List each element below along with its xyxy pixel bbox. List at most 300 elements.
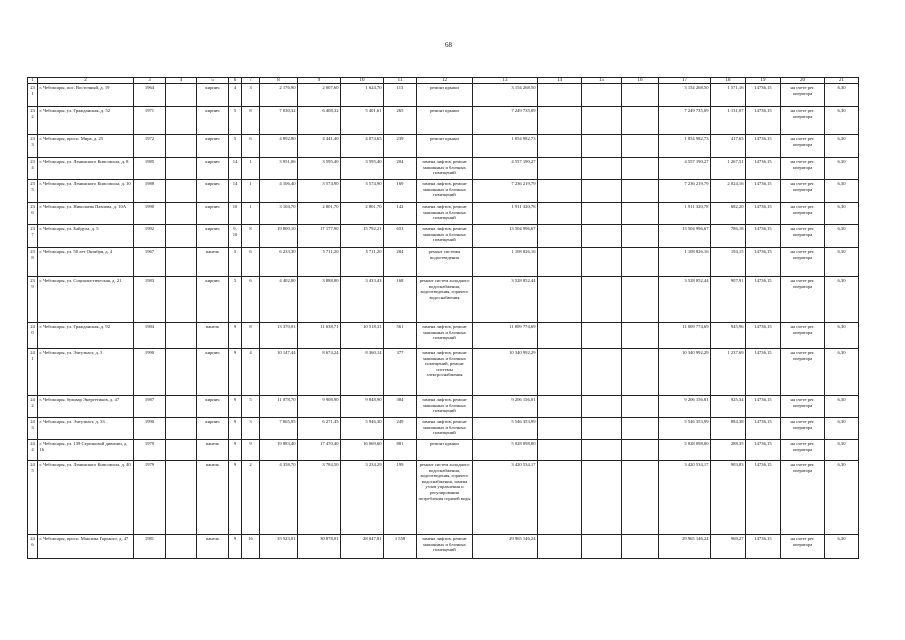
cell-cost-col-15 (582, 248, 622, 277)
cell-entrances: 3 (242, 84, 260, 107)
cell-funding-method: на счете рег. оператора (781, 84, 825, 107)
cell-row-number: 236 (28, 203, 38, 225)
cell-wall-material: кирпич (197, 277, 229, 323)
cell-row-number: 246 (28, 535, 38, 559)
cell-premises-area: 17 177,90 (298, 225, 341, 248)
table-row (28, 418, 859, 440)
cell-year-built: 1990 (134, 203, 166, 225)
cell-max-unit-cost: 14736,15 (746, 107, 781, 135)
cell-work-type: ремонт крыши (417, 440, 473, 461)
cell-wall-material: кирпич (197, 84, 229, 107)
cell-work-type: замена лифтов, ремонт машинных и блочных помещений (417, 323, 473, 349)
cell-total-area: 3 951,06 (260, 158, 298, 180)
cell-deadline: 6,30 (825, 277, 859, 323)
cell-total-area: 4 892,80 (260, 135, 298, 158)
cell-address: г. Чебоксары, ул. Гражданская, д. 52 (38, 107, 134, 135)
cell-owners-funds: 11 009 774,69 (659, 323, 711, 349)
cell-entrances: 16 (242, 535, 260, 559)
cell-cost-col-16 (622, 323, 659, 349)
cell-year-renovated (166, 225, 197, 248)
cell-unit-cost: 288,35 (711, 440, 746, 461)
cell-total-cost: 1 854 982,73 (473, 135, 538, 158)
cell-residential-area: 8 360,14 (341, 349, 384, 396)
cell-residential-area: 5 401,61 (341, 107, 384, 135)
cell-year-renovated (166, 323, 197, 349)
cell-owners-funds: 7 236 219,79 (659, 180, 711, 203)
cell-floors: 5 (229, 277, 242, 323)
cell-cost-col-14 (538, 396, 582, 418)
cell-row-number: 243 (28, 418, 38, 440)
cell-funding-method: на счете рег. оператора (781, 535, 825, 559)
cell-total-cost: 7 249 735,09 (473, 107, 538, 135)
capital-repair-table (27, 77, 859, 559)
cell-year-built: 1971 (134, 107, 166, 135)
cell-work-type: ремонт крыши (417, 107, 473, 135)
table-row (28, 535, 859, 559)
cell-entrances: 1 (242, 180, 260, 203)
cell-floors: 9 (229, 323, 242, 349)
column-number: 21 (825, 78, 859, 84)
cell-residential-area: 16 069,60 (341, 440, 384, 461)
cell-cost-col-14 (538, 535, 582, 559)
cell-cost-col-14 (538, 180, 582, 203)
cell-year-renovated (166, 277, 197, 323)
cell-entrances: 4 (242, 349, 260, 396)
cell-max-unit-cost: 14736,15 (746, 418, 781, 440)
table-body (28, 78, 859, 559)
column-number: 7 (242, 78, 260, 84)
cell-unit-cost: 925,34 (711, 396, 746, 418)
cell-cost-col-14 (538, 440, 582, 461)
cell-cost-col-15 (582, 135, 622, 158)
cell-floors: 5 (229, 248, 242, 277)
cell-address: г. Чебоксары, просп. Мира, д. 25 (38, 135, 134, 158)
column-number: 15 (582, 78, 622, 84)
cell-wall-material: кирпич (197, 349, 229, 396)
cell-total-area: 13 370,01 (260, 323, 298, 349)
cell-total-cost: 7 236 219,79 (473, 180, 538, 203)
cell-total-area: 10 147,44 (260, 349, 298, 396)
cell-floors: 14 (229, 180, 242, 203)
cell-cost-col-15 (582, 396, 622, 418)
cell-unit-cost: 1 267,51 (711, 158, 746, 180)
cell-residents: 881 (384, 440, 417, 461)
cell-work-type: ремонт крыши (417, 135, 473, 158)
cell-cost-col-14 (538, 248, 582, 277)
cell-year-renovated (166, 418, 197, 440)
cell-work-type: замена лифтов, ремонт машинных и блочных помещений (417, 535, 473, 559)
cell-address: г. Чебоксары, ул. Ленинского Комсомола, д. 40 (38, 461, 134, 535)
cell-year-renovated (166, 396, 197, 418)
cell-total-cost: 5 546 353,99 (473, 418, 538, 440)
cell-premises-area: 6 408,32 (298, 107, 341, 135)
cell-cost-col-16 (622, 248, 659, 277)
cell-unit-cost: 1 131,07 (711, 107, 746, 135)
cell-deadline: 6,30 (825, 107, 859, 135)
cell-funding-method: на счете рег. оператора (781, 418, 825, 440)
cell-premises-area: 5 711,20 (298, 248, 341, 277)
cell-total-area: 4 402,80 (260, 277, 298, 323)
table-row (28, 180, 859, 203)
cell-cost-col-16 (622, 225, 659, 248)
cell-year-built: 1979 (134, 461, 166, 535)
cell-max-unit-cost: 14736,15 (746, 225, 781, 248)
cell-max-unit-cost: 14736,15 (746, 349, 781, 396)
cell-year-built: 1981 (134, 535, 166, 559)
cell-cost-col-15 (582, 535, 622, 559)
cell-funding-method: на счете рег. оператора (781, 203, 825, 225)
table-row (28, 349, 859, 396)
cell-funding-method: на счете рег. оператора (781, 461, 825, 535)
cell-address: г. Чебоксары, просп. Максима Горького, д. 47 (38, 535, 134, 559)
cell-work-type: замена лифтов, ремонт машинных и блочных помещений, ремонт системы электроснабжения (417, 349, 473, 396)
column-number: 5 (197, 78, 229, 84)
cell-deadline: 6,30 (825, 225, 859, 248)
cell-premises-area: 8 674,24 (298, 349, 341, 396)
cell-year-renovated (166, 158, 197, 180)
cell-year-renovated (166, 135, 197, 158)
cell-residential-area: 3 234,29 (341, 461, 384, 535)
cell-funding-method: на счете рег. оператора (781, 396, 825, 418)
cell-cost-col-14 (538, 323, 582, 349)
column-number: 19 (746, 78, 781, 84)
cell-cost-col-16 (622, 440, 659, 461)
cell-owners-funds: 10 340 992,29 (659, 349, 711, 396)
cell-year-built: 1990 (134, 418, 166, 440)
cell-max-unit-cost: 14736,15 (746, 248, 781, 277)
cell-unit-cost: 969,27 (711, 535, 746, 559)
cell-max-unit-cost: 14736,15 (746, 203, 781, 225)
cell-premises-area: 3 888,80 (298, 277, 341, 323)
cell-total-cost: 10 340 992,29 (473, 349, 538, 396)
cell-funding-method: на счете рег. оператора (781, 323, 825, 349)
cell-residents: 377 (384, 349, 417, 396)
cell-address: г. Чебоксары, ул. 50 лет Октября, д. 4 (38, 248, 134, 277)
cell-funding-method: на счете рег. оператора (781, 107, 825, 135)
cell-wall-material: кирпич (197, 203, 229, 225)
cell-total-cost: 3 154 268,50 (473, 84, 538, 107)
cell-year-built: 1972 (134, 135, 166, 158)
cell-year-renovated (166, 461, 197, 535)
column-number: 20 (781, 78, 825, 84)
cell-entrances: 2 (242, 461, 260, 535)
cell-owners-funds: 3 154 268,50 (659, 84, 711, 107)
cell-row-number: 232 (28, 107, 38, 135)
cell-wall-material: кирпич (197, 158, 229, 180)
cell-year-built: 1987 (134, 396, 166, 418)
cell-floors: 9 (229, 461, 242, 535)
cell-total-area: 6 233,30 (260, 248, 298, 277)
cell-total-area: 4 106,40 (260, 180, 298, 203)
cell-cost-col-16 (622, 277, 659, 323)
cell-owners-funds: 3 420 534,17 (659, 461, 711, 535)
cell-max-unit-cost: 14736,15 (746, 180, 781, 203)
cell-year-built: 1988 (134, 180, 166, 203)
column-number: 12 (417, 78, 473, 84)
cell-total-area: 19 800,10 (260, 225, 298, 248)
table-row (28, 248, 859, 277)
cell-total-cost: 9 206 156,81 (473, 396, 538, 418)
cell-max-unit-cost: 14736,15 (746, 277, 781, 323)
cell-residents: 239 (384, 135, 417, 158)
cell-deadline: 6,30 (825, 461, 859, 535)
column-number: 10 (341, 78, 384, 84)
cell-premises-area: 2 801,70 (298, 203, 341, 225)
cell-deadline: 6,30 (825, 418, 859, 440)
cell-floors: 5 (229, 135, 242, 158)
cell-total-area: 2 176,90 (260, 84, 298, 107)
cell-owners-funds: 3 528 852,44 (659, 277, 711, 323)
cell-row-number: 241 (28, 349, 38, 396)
table-row (28, 158, 859, 180)
cell-unit-cost: 1 571,16 (711, 84, 746, 107)
cell-cost-col-14 (538, 277, 582, 323)
cell-entrances: 6 (242, 248, 260, 277)
cell-cost-col-15 (582, 225, 622, 248)
cell-row-number: 242 (28, 396, 38, 418)
cell-year-built: 1979 (134, 440, 166, 461)
cell-premises-area: 9 908,90 (298, 396, 341, 418)
cell-address: г. Чебоксары, ул. 139 Стрелковой дивизии, д. 16 (38, 440, 134, 461)
cell-max-unit-cost: 14736,15 (746, 440, 781, 461)
cell-wall-material: кирпич (197, 180, 229, 203)
cell-floors: 9 (229, 440, 242, 461)
cell-work-type: замена лифтов, ремонт машинных и блочных помещений (417, 203, 473, 225)
cell-entrances: 8 (242, 107, 260, 135)
cell-cost-col-15 (582, 107, 622, 135)
cell-row-number: 239 (28, 277, 38, 323)
cell-cost-col-14 (538, 461, 582, 535)
cell-address: г. Чебоксары, бульвар Энергетиков, д. 47 (38, 396, 134, 418)
cell-premises-area: 30 878,01 (298, 535, 341, 559)
cell-residents: 265 (384, 107, 417, 135)
table-row (28, 440, 859, 461)
column-number: 11 (384, 78, 417, 84)
cell-cost-col-16 (622, 535, 659, 559)
cell-unit-cost: 417,65 (711, 135, 746, 158)
cell-cost-col-16 (622, 396, 659, 418)
cell-premises-area: 3 595,40 (298, 158, 341, 180)
cell-funding-method: на счете рег. оператора (781, 349, 825, 396)
cell-max-unit-cost: 14736,15 (746, 535, 781, 559)
cell-owners-funds: 5 546 353,99 (659, 418, 711, 440)
cell-deadline: 6,30 (825, 180, 859, 203)
cell-cost-col-16 (622, 349, 659, 396)
cell-max-unit-cost: 14736,15 (746, 158, 781, 180)
cell-wall-material: панель (197, 440, 229, 461)
table-row (28, 277, 859, 323)
cell-address: г. Чебоксары, ул. Ленинского Комсомола, д. 10 (38, 180, 134, 203)
cell-address: г. Чебоксары, ул. Энтузиаст, д. 3 (38, 349, 134, 396)
cell-premises-area: 4 441,40 (298, 135, 341, 158)
cell-year-renovated (166, 535, 197, 559)
cell-row-number: 240 (28, 323, 38, 349)
cell-residential-area: 4 074,65 (341, 135, 384, 158)
cell-entrances: 6 (242, 277, 260, 323)
cell-floors: 5 (229, 107, 242, 135)
cell-premises-area: 6 271,45 (298, 418, 341, 440)
cell-max-unit-cost: 14736,15 (746, 396, 781, 418)
cell-max-unit-cost: 14736,15 (746, 135, 781, 158)
cell-residents: 168 (384, 277, 417, 323)
cell-year-renovated (166, 107, 197, 135)
cell-floors: 4 (229, 84, 242, 107)
cell-work-type: замена лифтов, ремонт машинных и блочных помещений (417, 418, 473, 440)
cell-year-built: 1964 (134, 84, 166, 107)
cell-cost-col-15 (582, 349, 622, 396)
table-row (28, 203, 859, 225)
cell-address: г. Чебоксары, ул. Ленинского Комсомола, д. 8 (38, 158, 134, 180)
cell-total-area: 19 883,40 (260, 440, 298, 461)
cell-year-renovated (166, 203, 197, 225)
cell-total-cost: 11 009 774,69 (473, 323, 538, 349)
cell-deadline: 6,30 (825, 248, 859, 277)
column-number: 4 (166, 78, 197, 84)
cell-cost-col-15 (582, 418, 622, 440)
cell-year-renovated (166, 180, 197, 203)
cell-residents: 249 (384, 418, 417, 440)
cell-total-cost: 3 528 852,44 (473, 277, 538, 323)
cell-row-number: 238 (28, 248, 38, 277)
cell-floors: 9 (229, 396, 242, 418)
cell-premises-area: 17 470,40 (298, 440, 341, 461)
cell-unit-cost: 907,91 (711, 277, 746, 323)
cell-unit-cost: 682,20 (711, 203, 746, 225)
cell-residential-area: 3 433,43 (341, 277, 384, 323)
cell-entrances: 9 (242, 440, 260, 461)
column-number: 9 (298, 78, 341, 84)
cell-residents: 384 (384, 396, 417, 418)
cell-entrances: 5 (242, 396, 260, 418)
cell-year-built: 1990 (134, 349, 166, 396)
cell-residents: 561 (384, 323, 417, 349)
cell-residents: 169 (384, 180, 417, 203)
cell-residential-area: 5 711,20 (341, 248, 384, 277)
cell-floors: 9, 10 (229, 225, 242, 248)
cell-work-type: замена лифтов, ремонт машинных и блочных помещений (417, 225, 473, 248)
cell-deadline: 6,30 (825, 84, 859, 107)
cell-owners-funds: 7 249 735,09 (659, 107, 711, 135)
cell-cost-col-14 (538, 203, 582, 225)
cell-owners-funds: 5 028 098,00 (659, 440, 711, 461)
cell-cost-col-16 (622, 107, 659, 135)
cell-max-unit-cost: 14736,15 (746, 461, 781, 535)
cell-funding-method: на счете рег. оператора (781, 225, 825, 248)
cell-year-renovated (166, 248, 197, 277)
cell-funding-method: на счете рег. оператора (781, 277, 825, 323)
cell-address: г. Чебоксары, ул. Николаева Павлова, д. 10А (38, 203, 134, 225)
cell-total-cost: 29 965 146,24 (473, 535, 538, 559)
cell-deadline: 6,30 (825, 535, 859, 559)
cell-residents: 1 558 (384, 535, 417, 559)
cell-floors: 14 (229, 158, 242, 180)
cell-entrances: 6 (242, 135, 260, 158)
cell-residential-area: 2 801,70 (341, 203, 384, 225)
cell-unit-cost: 194,15 (711, 248, 746, 277)
cell-wall-material: кирпич (197, 107, 229, 135)
cell-funding-method: на счете рег. оператора (781, 180, 825, 203)
table-row (28, 84, 859, 107)
cell-total-cost: 3 420 534,17 (473, 461, 538, 535)
cell-wall-material: кирпич (197, 225, 229, 248)
cell-year-renovated (166, 440, 197, 461)
cell-cost-col-16 (622, 461, 659, 535)
cell-residential-area: 9 848,90 (341, 396, 384, 418)
cell-cost-col-15 (582, 461, 622, 535)
cell-cost-col-14 (538, 158, 582, 180)
cell-address: г. Чебоксары, пос. Восточный, д. 19 (38, 84, 134, 107)
cell-work-type: замена лифтов, ремонт машинных и блочных помещений (417, 396, 473, 418)
cell-cost-col-15 (582, 440, 622, 461)
cell-deadline: 6,30 (825, 135, 859, 158)
column-number: 16 (622, 78, 659, 84)
cell-funding-method: на счете рег. оператора (781, 440, 825, 461)
cell-unit-cost: 2 024,16 (711, 180, 746, 203)
cell-unit-cost: 786,18 (711, 225, 746, 248)
cell-cost-col-14 (538, 225, 582, 248)
cell-owners-funds: 1 854 982,73 (659, 135, 711, 158)
cell-row-number: 244 (28, 440, 38, 461)
cell-total-cost: 1 108 826,16 (473, 248, 538, 277)
cell-address: г. Чебоксары, ул. Гражданская, д. 92 (38, 323, 134, 349)
cell-cost-col-15 (582, 277, 622, 323)
cell-residents: 284 (384, 248, 417, 277)
cell-address: г. Чебоксары, ул. Социалистическая, д. 21 (38, 277, 134, 323)
cell-residential-area: 5 946,30 (341, 418, 384, 440)
cell-row-number: 234 (28, 158, 38, 180)
cell-cost-col-16 (622, 418, 659, 440)
table-row (28, 135, 859, 158)
cell-total-area: 4 358,70 (260, 461, 298, 535)
cell-residents: 653 (384, 225, 417, 248)
cell-cost-col-15 (582, 84, 622, 107)
cell-entrances: 1 (242, 158, 260, 180)
cell-premises-area: 2 007,60 (298, 84, 341, 107)
cell-cost-col-16 (622, 84, 659, 107)
cell-cost-col-14 (538, 418, 582, 440)
cell-total-cost: 1 911 320,78 (473, 203, 538, 225)
cell-total-area: 7 030,32 (260, 107, 298, 135)
cell-cost-col-15 (582, 203, 622, 225)
column-number: 1 (28, 78, 38, 84)
cell-owners-funds: 1 108 826,16 (659, 248, 711, 277)
cell-unit-cost: 945,96 (711, 323, 746, 349)
cell-deadline: 6,30 (825, 349, 859, 396)
cell-entrances: 1 (242, 203, 260, 225)
cell-wall-material: панель (197, 248, 229, 277)
table-row (28, 323, 859, 349)
cell-total-area: 7 065,95 (260, 418, 298, 440)
cell-total-cost: 4 557 190,27 (473, 158, 538, 180)
cell-cost-col-15 (582, 323, 622, 349)
cell-owners-funds: 29 965 146,24 (659, 535, 711, 559)
cell-owners-funds: 4 557 190,27 (659, 158, 711, 180)
cell-cost-col-16 (622, 180, 659, 203)
cell-residential-area: 3 595,40 (341, 158, 384, 180)
cell-deadline: 6,30 (825, 158, 859, 180)
cell-deadline: 6,30 (825, 203, 859, 225)
cell-max-unit-cost: 14736,15 (746, 323, 781, 349)
cell-residential-area: 1 624,70 (341, 84, 384, 107)
cell-floors: 9 (229, 418, 242, 440)
cell-row-number: 245 (28, 461, 38, 535)
cell-deadline: 6,30 (825, 440, 859, 461)
cell-premises-area: 11 638,71 (298, 323, 341, 349)
cell-total-cost: 13 504 996,67 (473, 225, 538, 248)
cell-cost-col-14 (538, 135, 582, 158)
cell-cost-col-15 (582, 180, 622, 203)
cell-deadline: 6,30 (825, 396, 859, 418)
